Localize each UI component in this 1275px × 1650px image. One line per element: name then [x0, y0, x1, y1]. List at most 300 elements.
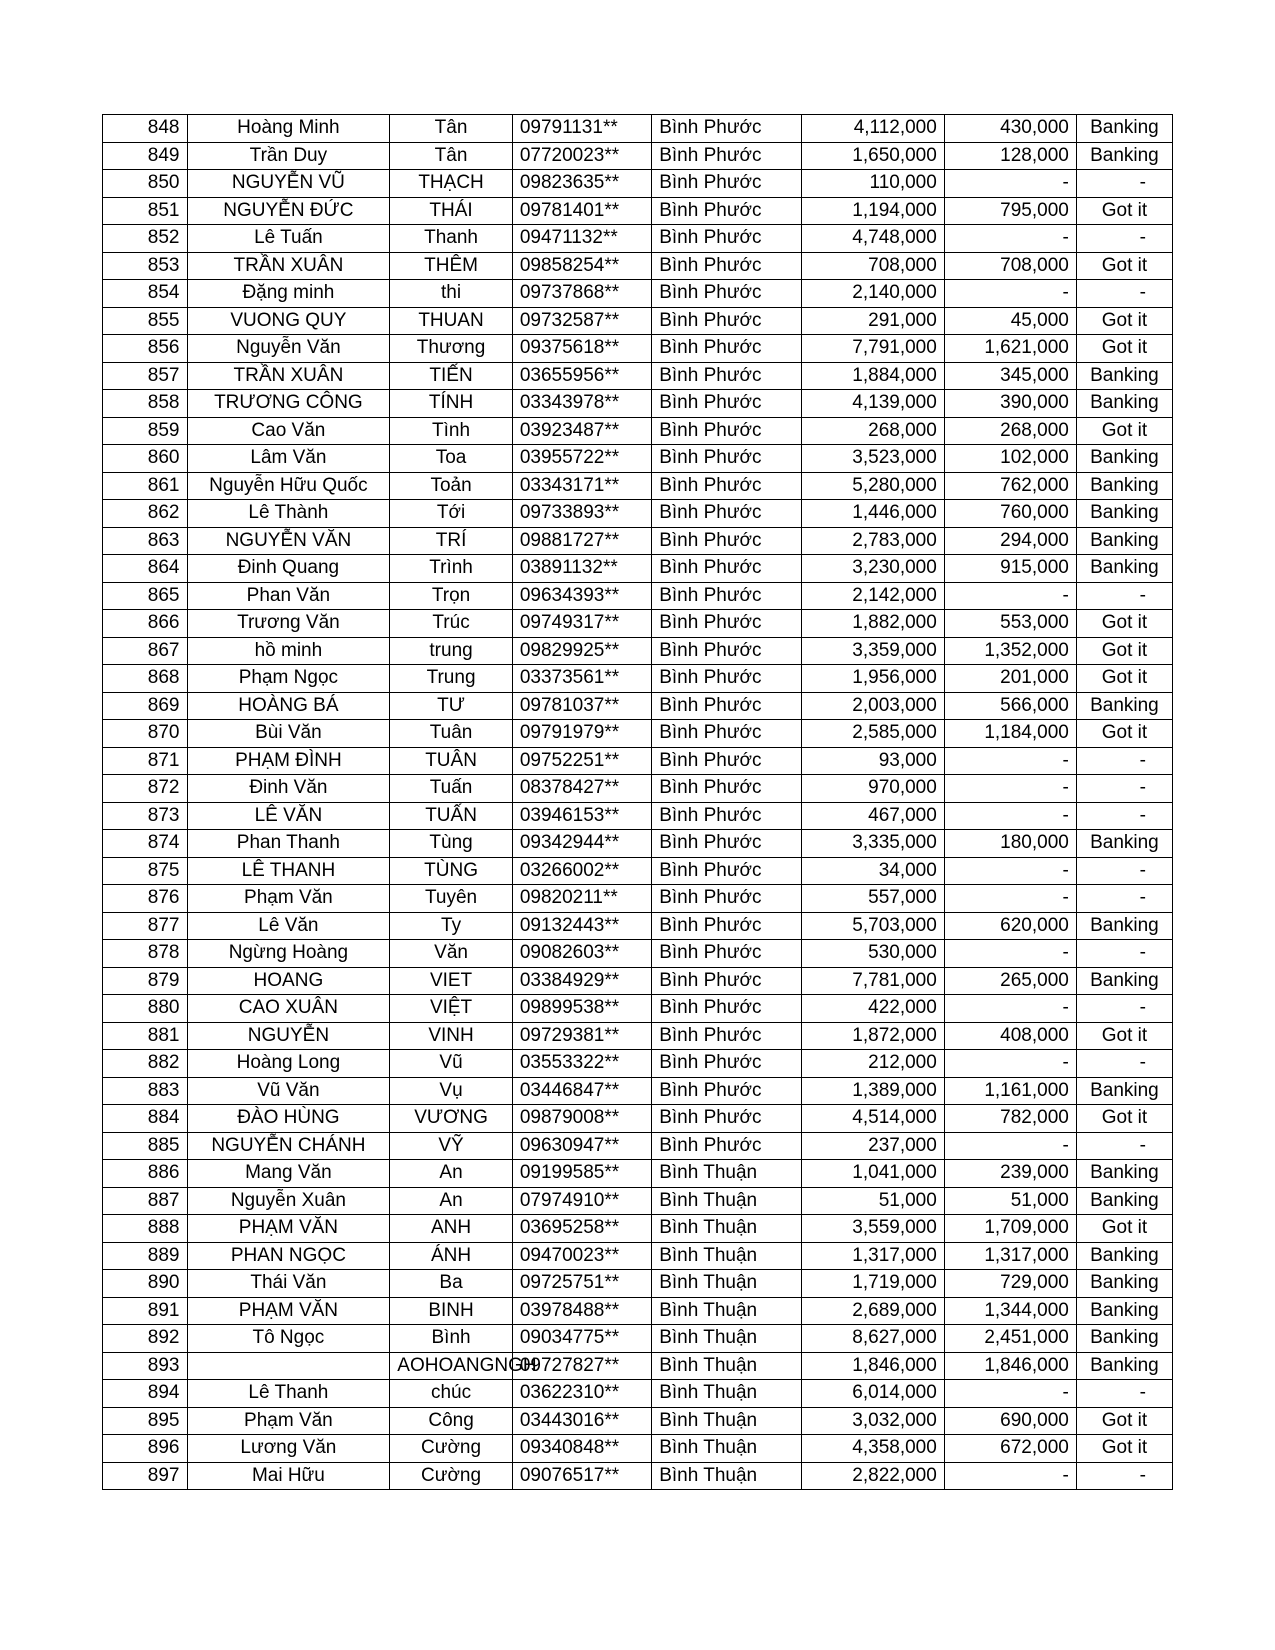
first-name-cell: hồ minh: [187, 637, 390, 665]
first-name-cell: Hoàng Long: [187, 1050, 390, 1078]
payment-method-cell: Banking: [1076, 142, 1172, 170]
first-name-cell: Nguyễn Văn: [187, 335, 390, 363]
first-name-cell: TRƯƠNG CÔNG: [187, 390, 390, 418]
bonus-cell: 1,161,000: [944, 1077, 1076, 1105]
row-number-cell: 861: [103, 472, 188, 500]
table-row: [103, 500, 1173, 528]
row-number-cell: 890: [103, 1270, 188, 1298]
payment-method-cell: Got it: [1076, 610, 1172, 638]
table-row: [103, 1132, 1173, 1160]
last-name-cell: Trình: [390, 555, 513, 583]
last-name-cell: VƯƠNG: [390, 1105, 513, 1133]
phone-cell: 03978488**: [512, 1297, 651, 1325]
payment-method-cell: Banking: [1076, 527, 1172, 555]
last-name-cell: Tuấn: [390, 775, 513, 803]
table-row: [103, 335, 1173, 363]
province-cell: Bình Phước: [652, 775, 802, 803]
table-row: [103, 802, 1173, 830]
first-name-cell: Trương Văn: [187, 610, 390, 638]
last-name-cell: VỸ: [390, 1132, 513, 1160]
payment-method-cell: Got it: [1076, 1215, 1172, 1243]
last-name-cell: Toa: [390, 445, 513, 473]
first-name-cell: Lê Tuấn: [187, 225, 390, 253]
first-name-cell: HOANG: [187, 967, 390, 995]
province-cell: Bình Phước: [652, 1050, 802, 1078]
last-name-cell: ÁNH: [390, 1242, 513, 1270]
table-row: [103, 417, 1173, 445]
phone-cell: 09733893**: [512, 500, 651, 528]
table-row: [103, 252, 1173, 280]
amount-cell: 3,523,000: [802, 445, 945, 473]
bonus-cell: -: [944, 280, 1076, 308]
bonus-cell: -: [944, 170, 1076, 198]
last-name-cell: An: [390, 1160, 513, 1188]
row-number-cell: 886: [103, 1160, 188, 1188]
province-cell: Bình Phước: [652, 362, 802, 390]
bonus-cell: 102,000: [944, 445, 1076, 473]
row-number-cell: 856: [103, 335, 188, 363]
province-cell: Bình Phước: [652, 500, 802, 528]
phone-cell: 03266002**: [512, 857, 651, 885]
last-name-cell: Tới: [390, 500, 513, 528]
first-name-cell: Đinh Văn: [187, 775, 390, 803]
amount-cell: 530,000: [802, 940, 945, 968]
payment-method-cell: Got it: [1076, 637, 1172, 665]
last-name-cell: Trọn: [390, 582, 513, 610]
payment-method-cell: Banking: [1076, 912, 1172, 940]
phone-cell: 07720023**: [512, 142, 651, 170]
province-cell: Bình Thuận: [652, 1352, 802, 1380]
payment-method-cell: Banking: [1076, 1160, 1172, 1188]
row-number-cell: 892: [103, 1325, 188, 1353]
table-row: [103, 1325, 1173, 1353]
table-row: [103, 1187, 1173, 1215]
phone-cell: 09725751**: [512, 1270, 651, 1298]
last-name-cell: VIỆT: [390, 995, 513, 1023]
bonus-cell: 762,000: [944, 472, 1076, 500]
row-number-cell: 869: [103, 692, 188, 720]
last-name-cell: trung: [390, 637, 513, 665]
bonus-cell: 294,000: [944, 527, 1076, 555]
last-name-cell: Thương: [390, 335, 513, 363]
row-number-cell: 885: [103, 1132, 188, 1160]
table-row: [103, 362, 1173, 390]
amount-cell: 2,142,000: [802, 582, 945, 610]
phone-cell: 03955722**: [512, 445, 651, 473]
payment-method-cell: Got it: [1076, 417, 1172, 445]
payment-method-cell: Got it: [1076, 1435, 1172, 1463]
amount-cell: 1,884,000: [802, 362, 945, 390]
row-number-cell: 887: [103, 1187, 188, 1215]
payment-method-cell: Banking: [1076, 1352, 1172, 1380]
row-number-cell: 865: [103, 582, 188, 610]
province-cell: Bình Phước: [652, 555, 802, 583]
phone-cell: 03655956**: [512, 362, 651, 390]
payment-method-cell: Got it: [1076, 1105, 1172, 1133]
row-number-cell: 849: [103, 142, 188, 170]
row-number-cell: 859: [103, 417, 188, 445]
bonus-cell: 201,000: [944, 665, 1076, 693]
amount-cell: 1,041,000: [802, 1160, 945, 1188]
payment-method-cell: Banking: [1076, 1325, 1172, 1353]
first-name-cell: Nguyễn Hữu Quốc: [187, 472, 390, 500]
row-number-cell: 852: [103, 225, 188, 253]
first-name-cell: HOÀNG BÁ: [187, 692, 390, 720]
payment-method-cell: Got it: [1076, 197, 1172, 225]
amount-cell: 5,280,000: [802, 472, 945, 500]
phone-cell: 09375618**: [512, 335, 651, 363]
first-name-cell: Trần Duy: [187, 142, 390, 170]
amount-cell: 1,650,000: [802, 142, 945, 170]
province-cell: Bình Phước: [652, 307, 802, 335]
last-name-cell: ANH: [390, 1215, 513, 1243]
table-row: [103, 1462, 1173, 1490]
data-table: [102, 114, 1173, 1490]
amount-cell: 1,389,000: [802, 1077, 945, 1105]
last-name-cell: TUÂN: [390, 747, 513, 775]
payment-method-cell: -: [1076, 1380, 1172, 1408]
amount-cell: 970,000: [802, 775, 945, 803]
first-name-cell: Bùi Văn: [187, 720, 390, 748]
first-name-cell: TRẦN XUÂN: [187, 362, 390, 390]
phone-cell: 03622310**: [512, 1380, 651, 1408]
phone-cell: 09749317**: [512, 610, 651, 638]
row-number-cell: 862: [103, 500, 188, 528]
phone-cell: 09634393**: [512, 582, 651, 610]
amount-cell: 4,358,000: [802, 1435, 945, 1463]
phone-cell: 09791131**: [512, 115, 651, 143]
phone-cell: 03923487**: [512, 417, 651, 445]
row-number-cell: 871: [103, 747, 188, 775]
phone-cell: 09470023**: [512, 1242, 651, 1270]
bonus-cell: 2,451,000: [944, 1325, 1076, 1353]
phone-cell: 09471132**: [512, 225, 651, 253]
phone-cell: 09881727**: [512, 527, 651, 555]
amount-cell: 2,003,000: [802, 692, 945, 720]
payment-method-cell: Banking: [1076, 1187, 1172, 1215]
bonus-cell: 345,000: [944, 362, 1076, 390]
province-cell: Bình Phước: [652, 1132, 802, 1160]
table-row: [103, 1435, 1173, 1463]
row-number-cell: 858: [103, 390, 188, 418]
amount-cell: 2,783,000: [802, 527, 945, 555]
first-name-cell: Phan Thanh: [187, 830, 390, 858]
first-name-cell: NGUYỄN VŨ: [187, 170, 390, 198]
first-name-cell: PHẠM ĐÌNH: [187, 747, 390, 775]
bonus-cell: 782,000: [944, 1105, 1076, 1133]
table-row: [103, 940, 1173, 968]
amount-cell: 1,446,000: [802, 500, 945, 528]
first-name-cell: TRẦN XUÂN: [187, 252, 390, 280]
row-number-cell: 860: [103, 445, 188, 473]
payment-method-cell: Banking: [1076, 1077, 1172, 1105]
payment-method-cell: -: [1076, 1132, 1172, 1160]
last-name-cell: TUẤN: [390, 802, 513, 830]
payment-method-cell: Banking: [1076, 967, 1172, 995]
province-cell: Bình Phước: [652, 610, 802, 638]
amount-cell: 4,514,000: [802, 1105, 945, 1133]
payment-method-cell: -: [1076, 582, 1172, 610]
phone-cell: 09858254**: [512, 252, 651, 280]
table-row: [103, 115, 1173, 143]
phone-cell: 07974910**: [512, 1187, 651, 1215]
amount-cell: 1,317,000: [802, 1242, 945, 1270]
phone-cell: 09899538**: [512, 995, 651, 1023]
bonus-cell: 620,000: [944, 912, 1076, 940]
payment-method-cell: -: [1076, 225, 1172, 253]
table-row: [103, 1215, 1173, 1243]
payment-method-cell: Got it: [1076, 335, 1172, 363]
first-name-cell: Cao Văn: [187, 417, 390, 445]
first-name-cell: CAO XUÂN: [187, 995, 390, 1023]
table-row: [103, 555, 1173, 583]
row-number-cell: 880: [103, 995, 188, 1023]
table-row: [103, 775, 1173, 803]
amount-cell: 2,689,000: [802, 1297, 945, 1325]
amount-cell: 7,791,000: [802, 335, 945, 363]
province-cell: Bình Thuận: [652, 1380, 802, 1408]
first-name-cell: Lê Thanh: [187, 1380, 390, 1408]
amount-cell: 2,585,000: [802, 720, 945, 748]
amount-cell: 467,000: [802, 802, 945, 830]
amount-cell: 268,000: [802, 417, 945, 445]
first-name-cell: Lê Văn: [187, 912, 390, 940]
province-cell: Bình Phước: [652, 390, 802, 418]
province-cell: Bình Thuận: [652, 1407, 802, 1435]
phone-cell: 09829925**: [512, 637, 651, 665]
province-cell: Bình Phước: [652, 582, 802, 610]
province-cell: Bình Phước: [652, 747, 802, 775]
bonus-cell: -: [944, 582, 1076, 610]
phone-cell: 09199585**: [512, 1160, 651, 1188]
amount-cell: 237,000: [802, 1132, 945, 1160]
table-row: [103, 472, 1173, 500]
bonus-cell: 408,000: [944, 1022, 1076, 1050]
table-row: [103, 1297, 1173, 1325]
row-number-cell: 878: [103, 940, 188, 968]
phone-cell: 03891132**: [512, 555, 651, 583]
phone-cell: 09820211**: [512, 885, 651, 913]
amount-cell: 1,194,000: [802, 197, 945, 225]
table-row: [103, 390, 1173, 418]
province-cell: Bình Phước: [652, 115, 802, 143]
first-name-cell: Thái Văn: [187, 1270, 390, 1298]
table-row: [103, 637, 1173, 665]
first-name-cell: Ngừng Hoàng: [187, 940, 390, 968]
row-number-cell: 851: [103, 197, 188, 225]
phone-cell: 09342944**: [512, 830, 651, 858]
phone-cell: 09879008**: [512, 1105, 651, 1133]
phone-cell: 09823635**: [512, 170, 651, 198]
last-name-cell: An: [390, 1187, 513, 1215]
bonus-cell: -: [944, 1462, 1076, 1490]
bonus-cell: -: [944, 1380, 1076, 1408]
province-cell: Bình Phước: [652, 995, 802, 1023]
phone-cell: 09781037**: [512, 692, 651, 720]
payment-method-cell: Got it: [1076, 252, 1172, 280]
last-name-cell: Cường: [390, 1462, 513, 1490]
table-row: [103, 885, 1173, 913]
table-row: [103, 142, 1173, 170]
amount-cell: 1,846,000: [802, 1352, 945, 1380]
last-name-cell: Ty: [390, 912, 513, 940]
province-cell: Bình Thuận: [652, 1242, 802, 1270]
first-name-cell: Mai Hữu: [187, 1462, 390, 1490]
phone-cell: 09752251**: [512, 747, 651, 775]
amount-cell: 2,140,000: [802, 280, 945, 308]
bonus-cell: 45,000: [944, 307, 1076, 335]
amount-cell: 1,872,000: [802, 1022, 945, 1050]
bonus-cell: 1,846,000: [944, 1352, 1076, 1380]
table-row: [103, 1270, 1173, 1298]
row-number-cell: 872: [103, 775, 188, 803]
last-name-cell: BINH: [390, 1297, 513, 1325]
phone-cell: 09729381**: [512, 1022, 651, 1050]
province-cell: Bình Phước: [652, 912, 802, 940]
bonus-cell: 915,000: [944, 555, 1076, 583]
province-cell: Bình Phước: [652, 445, 802, 473]
table-row: [103, 995, 1173, 1023]
row-number-cell: 897: [103, 1462, 188, 1490]
row-number-cell: 855: [103, 307, 188, 335]
first-name-cell: PHAN NGỌC: [187, 1242, 390, 1270]
last-name-cell: THUAN: [390, 307, 513, 335]
amount-cell: 708,000: [802, 252, 945, 280]
last-name-cell: Tân: [390, 115, 513, 143]
phone-cell: 03946153**: [512, 802, 651, 830]
bonus-cell: 265,000: [944, 967, 1076, 995]
bonus-cell: 1,317,000: [944, 1242, 1076, 1270]
first-name-cell: PHẠM VĂN: [187, 1297, 390, 1325]
table-row: [103, 747, 1173, 775]
amount-cell: 6,014,000: [802, 1380, 945, 1408]
last-name-cell: Trung: [390, 665, 513, 693]
last-name-cell: TƯ: [390, 692, 513, 720]
first-name-cell: NGUYỄN: [187, 1022, 390, 1050]
first-name-cell: Đinh Quang: [187, 555, 390, 583]
payment-method-cell: -: [1076, 280, 1172, 308]
row-number-cell: 888: [103, 1215, 188, 1243]
province-cell: Bình Thuận: [652, 1270, 802, 1298]
first-name-cell: Phan Văn: [187, 582, 390, 610]
row-number-cell: 870: [103, 720, 188, 748]
province-cell: Bình Phước: [652, 142, 802, 170]
bonus-cell: 1,184,000: [944, 720, 1076, 748]
last-name-cell: VINH: [390, 1022, 513, 1050]
province-cell: Bình Thuận: [652, 1297, 802, 1325]
bonus-cell: 672,000: [944, 1435, 1076, 1463]
last-name-cell: Cường: [390, 1435, 513, 1463]
first-name-cell: NGUYỄN ĐỨC: [187, 197, 390, 225]
last-name-cell: chúc: [390, 1380, 513, 1408]
amount-cell: 4,139,000: [802, 390, 945, 418]
province-cell: Bình Phước: [652, 1022, 802, 1050]
payment-method-cell: -: [1076, 940, 1172, 968]
province-cell: Bình Phước: [652, 280, 802, 308]
province-cell: Bình Phước: [652, 830, 802, 858]
amount-cell: 7,781,000: [802, 967, 945, 995]
payment-method-cell: Got it: [1076, 307, 1172, 335]
bonus-cell: 1,709,000: [944, 1215, 1076, 1243]
last-name-cell: Thanh: [390, 225, 513, 253]
phone-cell: 09781401**: [512, 197, 651, 225]
row-number-cell: 876: [103, 885, 188, 913]
first-name-cell: Phạm Ngọc: [187, 665, 390, 693]
first-name-cell: NGUYỄN VĂN: [187, 527, 390, 555]
payment-method-cell: Got it: [1076, 665, 1172, 693]
bonus-cell: 690,000: [944, 1407, 1076, 1435]
payment-method-cell: -: [1076, 802, 1172, 830]
row-number-cell: 854: [103, 280, 188, 308]
province-cell: Bình Thuận: [652, 1435, 802, 1463]
amount-cell: 4,112,000: [802, 115, 945, 143]
last-name-cell: TRÍ: [390, 527, 513, 555]
province-cell: Bình Phước: [652, 417, 802, 445]
table-body: [103, 115, 1173, 1490]
bonus-cell: -: [944, 857, 1076, 885]
bonus-cell: 795,000: [944, 197, 1076, 225]
table-row: [103, 1105, 1173, 1133]
first-name-cell: Phạm Văn: [187, 885, 390, 913]
payment-method-cell: Banking: [1076, 555, 1172, 583]
amount-cell: 51,000: [802, 1187, 945, 1215]
table-row: [103, 967, 1173, 995]
first-name-cell: Mang Văn: [187, 1160, 390, 1188]
payment-method-cell: Got it: [1076, 1407, 1172, 1435]
payment-method-cell: Got it: [1076, 720, 1172, 748]
row-number-cell: 895: [103, 1407, 188, 1435]
last-name-cell: TÍNH: [390, 390, 513, 418]
row-number-cell: 891: [103, 1297, 188, 1325]
table-row: [103, 1022, 1173, 1050]
first-name-cell: NGUYỄN CHÁNH: [187, 1132, 390, 1160]
amount-cell: 2,822,000: [802, 1462, 945, 1490]
last-name-cell: Tân: [390, 142, 513, 170]
province-cell: Bình Phước: [652, 252, 802, 280]
province-cell: Bình Thuận: [652, 1215, 802, 1243]
amount-cell: 422,000: [802, 995, 945, 1023]
bonus-cell: -: [944, 225, 1076, 253]
last-name-cell: Vũ: [390, 1050, 513, 1078]
table-row: [103, 197, 1173, 225]
row-number-cell: 873: [103, 802, 188, 830]
first-name-cell: Hoàng Minh: [187, 115, 390, 143]
amount-cell: 3,559,000: [802, 1215, 945, 1243]
row-number-cell: 879: [103, 967, 188, 995]
payment-method-cell: -: [1076, 775, 1172, 803]
amount-cell: 291,000: [802, 307, 945, 335]
first-name-cell: Nguyễn Xuân: [187, 1187, 390, 1215]
first-name-cell: [187, 1352, 390, 1380]
table-row: [103, 280, 1173, 308]
phone-cell: 09737868**: [512, 280, 651, 308]
amount-cell: 212,000: [802, 1050, 945, 1078]
province-cell: Bình Phước: [652, 692, 802, 720]
first-name-cell: Phạm Văn: [187, 1407, 390, 1435]
bonus-cell: 553,000: [944, 610, 1076, 638]
bonus-cell: 708,000: [944, 252, 1076, 280]
table-row: [103, 720, 1173, 748]
payment-method-cell: Banking: [1076, 692, 1172, 720]
phone-cell: 09630947**: [512, 1132, 651, 1160]
province-cell: Bình Phước: [652, 665, 802, 693]
province-cell: Bình Phước: [652, 1077, 802, 1105]
table-row: [103, 1407, 1173, 1435]
phone-cell: 03446847**: [512, 1077, 651, 1105]
row-number-cell: 889: [103, 1242, 188, 1270]
province-cell: Bình Phước: [652, 720, 802, 748]
last-name-cell: THÊM: [390, 252, 513, 280]
